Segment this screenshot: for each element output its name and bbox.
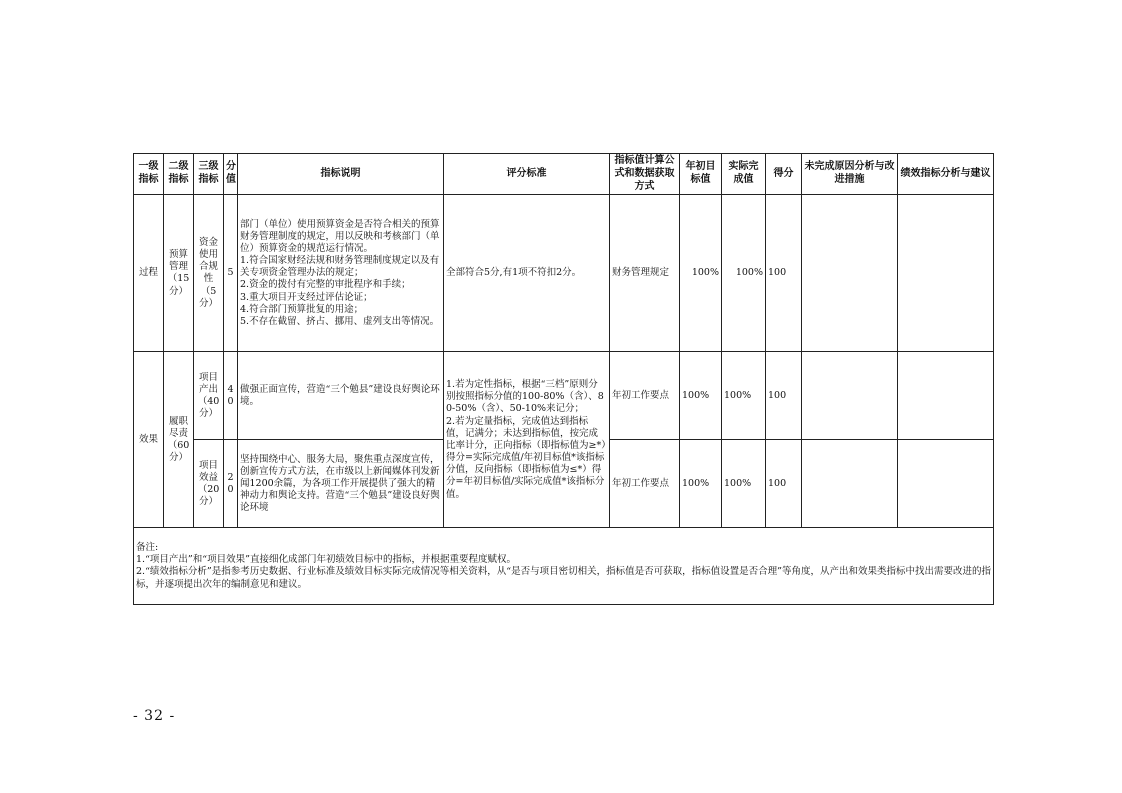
cell-target: 100% [680, 352, 722, 440]
cell-reason [802, 195, 898, 352]
header-level2: 二级指标 [164, 154, 194, 195]
cell-score: 5 [224, 195, 238, 352]
cell-reason [802, 440, 898, 528]
performance-table [133, 153, 994, 605]
table-row [134, 352, 994, 440]
cell-level1: 效果 [134, 352, 164, 528]
cell-description: 坚持围绕中心、服务大局，聚焦重点深度宣传，创新宣传方式方法，在市级以上新闻媒体刊发新闻1200余篇，为各项工作开展提供了强大的精神动力和舆论支持。营造“三个勉县”建设良好舆论环境 [238, 440, 444, 528]
cell-points: 100 [766, 195, 802, 352]
notes-row [134, 528, 994, 605]
cell-formula: 财务管理规定 [610, 195, 680, 352]
cell-actual: 100% [722, 195, 766, 352]
table-header-row [134, 154, 994, 195]
cell-target: 100% [680, 195, 722, 352]
cell-target: 100% [680, 440, 722, 528]
cell-level2: 履职尽责（60分） [164, 352, 194, 528]
header-level3: 三级指标 [194, 154, 224, 195]
cell-score: 40 [224, 352, 238, 440]
cell-level2: 预算管理（15分） [164, 195, 194, 352]
cell-analysis [898, 352, 994, 440]
header-actual: 实际完成值 [722, 154, 766, 195]
cell-score: 20 [224, 440, 238, 528]
header-description: 指标说明 [238, 154, 444, 195]
header-analysis: 绩效指标分析与建议 [898, 154, 994, 195]
cell-level1: 过程 [134, 195, 164, 352]
page-number: - 32 - [133, 708, 176, 724]
cell-level3: 项目效益（20分） [194, 440, 224, 528]
cell-level3: 资金使用合规性（5分） [194, 195, 224, 352]
header-target: 年初目标值 [680, 154, 722, 195]
cell-actual: 100% [722, 440, 766, 528]
cell-points: 100 [766, 352, 802, 440]
cell-criteria: 全部符合5分,有1项不符扣2分。 [444, 195, 610, 352]
header-formula: 指标值计算公式和数据获取方式 [610, 154, 680, 195]
cell-description: 做强正面宣传，营造“三个勉县”建设良好舆论环境。 [238, 352, 444, 440]
header-level1: 一级指标 [134, 154, 164, 195]
notes-line: 1.“项目产出”和“项目效果”直接细化成部门年初绩效目标中的指标，并根据重要程度赋权。 [136, 554, 516, 566]
cell-level3: 项目产出（40分） [194, 352, 224, 440]
notes-cell [134, 528, 994, 605]
cell-reason [802, 352, 898, 440]
header-score: 分值 [224, 154, 238, 195]
header-points: 得分 [766, 154, 802, 195]
cell-points: 100 [766, 440, 802, 528]
header-criteria: 评分标准 [444, 154, 610, 195]
notes-title: 备注: [136, 541, 159, 553]
cell-actual: 100% [722, 352, 766, 440]
header-reason: 未完成原因分析与改进措施 [802, 154, 898, 195]
cell-criteria: 1.若为定性指标，根据“三档”原则分别按照指标分值的100-80%（含）、80-50%（含）、50-10%来记分； 2.若为定量指标，完成值达到指标值，记满分；未达到指标值，按完成比率计分，正向指标（即指标值为≥*）得分=实际完成值/年初目标值*该指标分值，反向指标（即指标值为≤*）得分=年初目标值/实际完成值*该指标分值。 [444, 352, 610, 528]
cell-description: 部门（单位）使用预算资金是否符合相关的预算财务管理制度的规定，用以反映和考核部门（单位）预算资金的规范运行情况。 1.符合国家财经法规和财务管理制度规定以及有关专项资金管理办法的规定； 2.资金的拨付有完整的审批程序和手续； 3.重大项目开支经过评估论证； 4.符合部门预算批复的用途； 5.不存在截留、挤占、挪用、虚列支出等情况。 [238, 195, 444, 352]
notes-line: 2.“绩效指标分析”是指参考历史数据、行业标准及绩效目标实际完成情况等相关资料，从“是否与项目密切相关，指标值是否可获取，指标值设置是否合理”等角度，从产出和效果类指标中找出需要改进的指标，并逐项提出次年的编制意见和建议。 [136, 566, 991, 590]
cell-analysis [898, 440, 994, 528]
cell-analysis [898, 195, 994, 352]
table-row [134, 195, 994, 352]
cell-formula: 年初工作要点 [610, 352, 680, 440]
cell-formula: 年初工作要点 [610, 440, 680, 528]
